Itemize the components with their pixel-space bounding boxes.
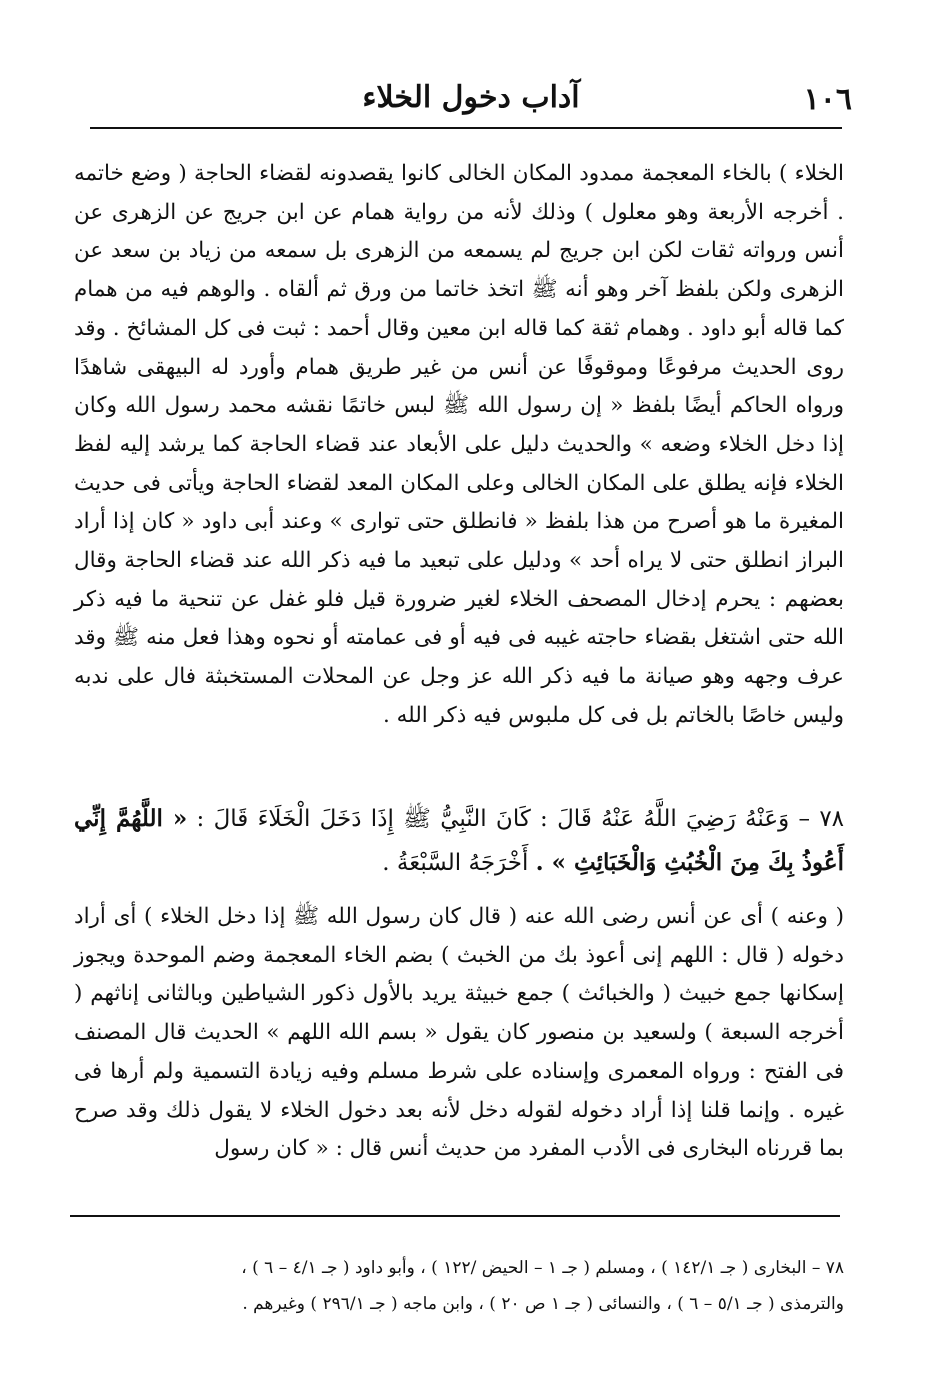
header-divider (90, 127, 842, 129)
footnote-line: والترمذى ( جـ ٥/١ – ٦ ) ، والنسائى ( جـ ١ ص ٢٠ ) ، وابن ماجه ( جـ ٢٩٦/١ ) وغيرهم . (242, 1294, 844, 1314)
footnote-divider (70, 1215, 840, 1217)
hadith-text (74, 797, 844, 885)
chapter-title: آداب دخول الخلاء (362, 80, 580, 115)
commentary-paragraph-2: ( وعنه ) أى عن أنس رضى الله عنه ( قال كان رسول الله ﷺ إذا دخل الخلاء ) أى أراد دخوله ( قال : اللهم إنى أعوذ بك من الخبث ) بضم الخاء المعجمة وضم الموحدة ويجوز إسكانها جمع خبيث ( والخبائث ) جمع خبيثة يريد بالأول ذكور الشياطين وبالثانى إناثهم ( أخرجه السبعة ) ولسعيد بن منصور كان يقول « بسم الله اللهم » الحديث قال المصنف فى الفتح : ورواه المعمرى وإسناده على شرط مسلم وفيه زيادة التسمية ولم أرها فى غيره . وإنما قلنا إذا أراد دخوله لقوله دخل لأنه بعد دخول الخلاء لا يقول ذلك وقد صرح بما قررناه البخارى فى الأدب المفرد من حديث أنس قال : « كان رسول (74, 904, 844, 1162)
hadith-intro: وَعَنْهُ رَضِيَ اللَّهُ عَنْهُ قَالَ : كَانَ النَّبِيُّ ﷺ إِذَا دَخَلَ الْخَلَاءَ قَالَ : (196, 806, 790, 832)
footnote-line: ٧٨ – البخارى ( جـ ١٤٢/١ ) ، ومسلم ( جـ ١ – الحيض /١٢٢ ) ، وأبو داود ( جـ ٤/١ – ٦ ) ، (241, 1258, 844, 1278)
page-number: ١٠٦ (803, 82, 852, 117)
running-header (90, 72, 852, 120)
hadith-supplication: « اللَّهُمَّ إِنِّي أَعُوذُ بِكَ مِنَ الْخُبُثِ وَالْخَبَائِثِ » . (74, 805, 844, 876)
footnotes (69, 1250, 844, 1322)
hadith-source: أَخْرَجَهُ السَّبْعَةُ . (382, 850, 529, 876)
hadith-number: ٧٨ – (798, 806, 845, 832)
commentary-paragraph: الخلاء ) بالخاء المعجمة ممدود المكان الخالى كانوا يقصدونه لقضاء الحاجة ( وضع خاتمه . أخرجه الأربعة وهو معلول ) وذلك لأنه من رواية همام عن ابن جريج عن الزهرى عن أنس ورواته ثقات لكن ابن جريج لم يسمعه من الزهرى بل سمعه من زياد بن سعد عن الزهرى ولكن بلفظ آخر وهو أنه ﷺ اتخذ خاتما من ورق ثم ألقاه . والوهم فيه من همام كما قاله أبو داود . وهمام ثقة كما قاله ابن معين وقال أحمد : ثبت فى كل المشائخ . وقد روى الحديث مرفوعًا وموقوفًا عن أنس من غير طريق همام وأورد له البيهقى شاهدًا ورواه الحاكم أيضًا بلفظ « إن رسول الله ﷺ لبس خاتمًا نقشه محمد رسول الله وكان إذا دخل الخلاء وضعه » والحديث دليل على الأبعاد عند قضاء الحاجة كما يرشد إليه لفظ الخلاء فإنه يطلق على المكان الخالى وعلى المكان المعد لقضاء الحاجة ويأتى فى حديث المغيرة ما هو أصرح من هذا بلفظ « فانطلق حتى توارى » وعند أبى داود « كان إذا أراد البراز انطلق حتى لا يراه أحد » ودليل على تبعيد ما فيه ذكر الله عند قضاء الحاجة وقال بعضهم : يحرم إدخال المصحف الخلاء لغير ضرورة قيل فلو غفل عن تنحية ما فيه ذكر الله حتى اشتغل بقضاء حاجته غيبه فى فيه أو فى عمامته أو نحوه وهذا فعل منه ﷺ وقد عرف وجهه وهو صيانة ما فيه ذكر الله عز وجل عن المحلات المستخبثة فال على ندبه وليس خاصًا بالخاتم بل فى كل ملبوس فيه ذكر الله . (74, 161, 844, 728)
